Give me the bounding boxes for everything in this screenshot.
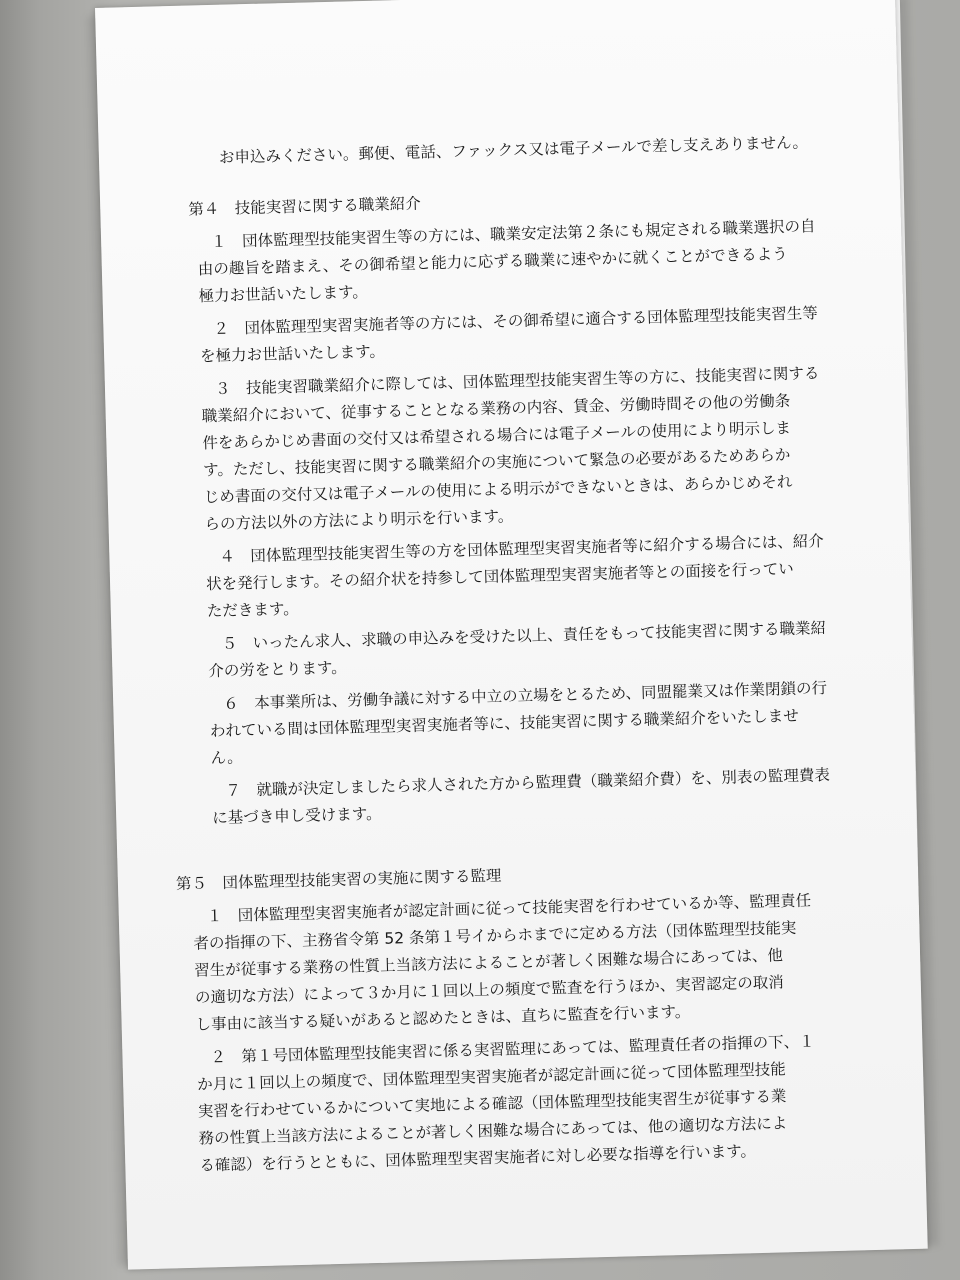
item-line: に基づき申し受けます。 [212,804,382,828]
item-line: る確認）を行うとともに、団体監理型実習実施者に対し必要な指導を行います。 [199,1142,757,1175]
document-page [95,0,928,1270]
item-line: 極力お世話いたします。 [198,282,369,306]
item-line: 由の趣旨を踏まえ、その御希望と能力に応ずる職業に速やかに就くことができるよう [197,244,788,279]
section-4-item-1 [181,213,823,311]
item-line: じめ書面の交付又は電子メールの使用による明示ができないときは、あらかじめそれ [203,472,793,507]
section-4-item-3 [185,360,829,539]
item-line: を極力お世話いたします。 [199,342,386,366]
item-line: ん。 [210,748,243,768]
section-4-item-5 [191,615,832,686]
section-5-item-2 [180,1028,845,1180]
item-line: らの方法以外の方法により明示を行います。 [204,507,514,534]
item-line: ３ 技能実習職業紹介に際しては、団体監理型技能実習生等の方に、技能実習に関する [214,364,820,398]
item-line: 務の性質上当該方法によることが著しく困難な場合にあっては、他の適切な方法によ [198,1114,788,1148]
item-line: 状を発行します。その紹介状を持参して団体監理型実習実施者等との面接を行ってい [205,559,794,594]
section-5 [176,854,846,1180]
item-line: 件をあらかじめ書面の交付又は希望される場合には電子メールの使用により明示しま [202,418,792,453]
item-line: １ 団体監理型実習実施者が認定計画に従って技能実習を行わせているか等、監理責任 [206,891,812,926]
item-line: ２ 団体監理型実習実施者等の方には、その御希望に適合する団体監理型技能実習生等 [213,304,818,339]
item-line: 者の指揮の下、主務省令第 52 条第１号イからホまでに定める方法（団体監理型技能実 [193,918,797,953]
item-line: ６ 本事業所は、労働争議に対する中立の立場をとるため、同盟罷業又は作業閉鎖の行 [223,679,828,713]
item-line: １ 団体監理型技能実習生等の方には、職業安定法第２条にも規定される職業選択の自 [210,217,816,252]
document-body [175,129,846,1179]
section-5-item-1 [176,887,841,1039]
item-line: の適切な方法）によって３か月に１回以上の頻度で監査を行うほか、実習認定の取消 [194,973,784,1007]
item-line: し事由に該当する疑いがあると認めたときは、直ちに監査を行います。 [195,1002,691,1034]
item-line: ４ 団体監理型技能実習生等の方を団体監理型実習実施者等に紹介する場合には、紹介 [219,532,824,566]
section-5-heading: 第５ 団体監理型技能実習の実施に関する監理 [175,866,502,894]
item-line: 実習を行わせているかについて実地による確認（団体監理型技能実習生が従事する業 [197,1087,787,1121]
item-line: か月に１回以上の頻度で、団体監理型実習実施者が認定計画に従って団体監理型技能 [196,1060,786,1094]
item-line: す。ただし、技能実習に関する職業紹介の実施について緊急の必要があるためあらか [202,445,791,480]
item-line: われている間は団体監理型実習実施者等に、技能実習に関する職業紹介をいたしませ [209,706,800,741]
item-line: ５ いったん求人、求職の申込みを受けた以上、責任をもって技能実習に関する職業紹 [221,619,827,653]
item-line: 習生が従事する業務の性質上当該方法によることが著しく困難な場合にあっては、他 [193,946,784,980]
section-4 [180,180,836,833]
item-line: ただきます。 [206,599,299,621]
intro-line: お申込みください。郵便、電話、ファックス又は電子メールで差し支えありません。 [218,133,809,167]
section-4-item-6 [193,675,835,773]
item-line: 職業紹介において、従事することとなる業務の内容、賃金、労働時間その他の労働条 [201,391,791,426]
section-4-item-4 [189,528,831,626]
item-line: ２ 第１号団体監理型技能実習に係る実習監理にあっては、監理責任者の指揮の下、１ [210,1032,815,1067]
section-4-heading: 第４ 技能実習に関する職業紹介 [188,194,421,219]
item-line: 介の労をとります。 [208,658,347,681]
section-4-item-2 [183,300,824,371]
item-line: ７ 就職が決定しましたら求人された方から監理費（職業紹介費）を、別表の監理費表 [225,766,831,800]
